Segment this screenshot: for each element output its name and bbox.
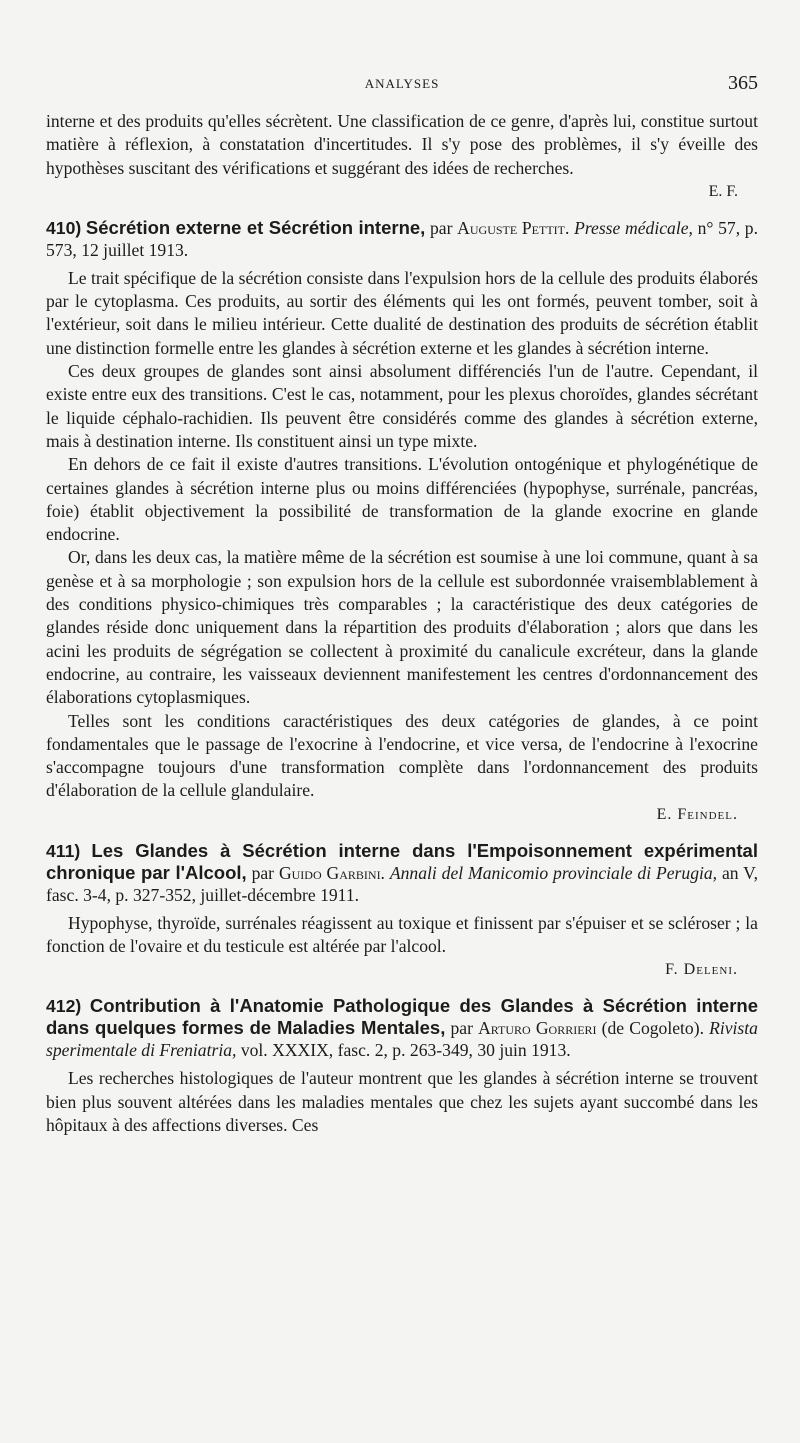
entry-412-by: par <box>450 1018 473 1039</box>
entry-410-journal: Presse médicale, <box>574 217 693 238</box>
entry-411-author: Guido Garbini. <box>278 862 385 883</box>
entry-412-affiliation: (de Cogoleto). <box>601 1018 704 1039</box>
entry-411-journal: Annali del Manicomio provinciale di Perugia, <box>389 862 718 883</box>
entry-410-paragraph-2: Ces deux groupes de glandes sont ainsi absolument différenciés l'un de l'autre. Cependant, il existe entre eux des transitions. C'est le cas, notamment, pour les plexus choroïdes, glandes sécrétant le liquide céphalo-rachidien. Ils peuvent être considérés comme des glandes à sécrétion externe, mais à destination interne. Ils constituent ainsi un type mixte. <box>46 361 758 451</box>
entry-412-author: Arturo Gorrieri <box>478 1018 597 1039</box>
entry-412-ref: vol. XXXIX, fasc. 2, p. 263-349, 30 juin 1913. <box>240 1040 571 1061</box>
entry-411-signature <box>46 958 758 981</box>
entry-410-signature-text: E. Feindel. <box>656 805 738 823</box>
entry-410-title: Sécrétion externe et Sécrétion interne, <box>85 216 426 238</box>
entry-410-ref: n° 57, p. 573, 12 juillet 1913. <box>46 217 758 260</box>
entry-410-paragraph-1: Le trait spécifique de la sécrétion consiste dans l'expulsion hors de la cellule des produits élaborés par le cytoplasma. Ces produits, au sortir des éléments qui les ont formés, peuvent tomber, soit à l'extérieur, soit dans le milieu intérieur. Cette dualité de destination des produits de sécrétion établit une distinction formelle entre les glandes à sécrétion externe et les glandes à sécrétion interne. <box>46 267 758 358</box>
page-header <box>46 0 758 110</box>
entry-411-ref: an V, fasc. 3-4, p. 327-352, juillet-décembre 1911. <box>46 862 758 905</box>
entry-410-number: 410) <box>46 217 82 238</box>
entry-412-title: Contribution à l'Anatomie Pathologique des Glandes à Sécrétion interne dans quelques formes de Maladies Mentales, <box>46 995 758 1039</box>
entry-410-heading <box>46 217 758 261</box>
entry-410-author: Auguste Pettit. <box>457 217 570 238</box>
entry-411-number: 411) <box>46 840 81 861</box>
entry-410-signature <box>46 803 758 826</box>
entry-412-number: 412) <box>46 996 82 1017</box>
running-title: ANALYSES <box>364 76 440 91</box>
page-number: 365 <box>728 72 758 94</box>
entry-410-by: par <box>430 217 453 238</box>
entry-410-paragraph-5: Telles sont les conditions caractéristiques des deux catégories de glandes, à ce point fondamentales que le passage de l'exocrine à l'endocrine, et vice versa, de l'endocrine à l'exocrine s'accompagne toujours d'une transformation complète dans l'ordonnancement des produits d'élaboration de la cellule glandulaire. <box>46 710 758 801</box>
entry-412-heading <box>46 995 758 1061</box>
entry-411-signature-text: F. Deleni. <box>665 961 738 979</box>
entry-411-heading <box>46 840 758 906</box>
entry-411-paragraph-1: Hypophyse, thyroïde, surrénales réagissent au toxique et finissent par s'épuiser et se scléroser ; la fonction de l'ovaire et du testicule est altérée par l'alcool. <box>46 912 758 957</box>
prev-entry-signature: E. F. <box>708 182 738 200</box>
entry-412-journal: Rivista sperimentale di Freniatria, <box>46 1018 758 1061</box>
entry-412-paragraph-1: Les recherches histologiques de l'auteur montrent que les glandes à sécrétion interne se trouvent bien plus souvent altérées dans les maladies mentales que chez les sujets ayant succombé dans les hôpitaux à des affections diverses. Ces <box>46 1068 758 1135</box>
prev-entry-text: interne et des produits qu'elles sécrètent. Une classification de ce genre, d'après lui, constitue surtout matière à réflexion, à constatation d'incertitudes. Il s'y pose des problèmes, il s'y éveille des hypothèses suscitant des vérifications et suggérant des idées de recherches. <box>46 111 758 178</box>
entry-410-paragraph-4: Or, dans les deux cas, la matière même de la sécrétion est soumise à une loi commune, quant à sa genèse et à sa morphologie ; son expulsion hors de la cellule est subordonnée vraisemblablement à des conditions physico-chimiques très comparables ; la caractéristique des deux catégories de glandes réside donc uniquement dans la répartition des produits d'élaboration ; alors que dans les acini les produits de ségrégation se collectent à proximité du canalicule excréteur, dans la glande endocrine, au contraire, les vaisseaux deviennent manifestement les centres d'ordonnancement des élaborations cytoplasmiques. <box>46 547 758 708</box>
entry-410-paragraph-3: En dehors de ce fait il existe d'autres transitions. L'évolution ontogénique et phylogénétique de certaines glandes à sécrétion interne plus ou moins différenciées (hypophyse, surrénale, pancréas, foie) établit objectivement la possibilité de transformation de la glande exocrine en glande endocrine. <box>46 454 758 545</box>
entry-411-title: Les Glandes à Sécrétion interne dans l'Empoisonnement expérimental chronique par l'Alcool, <box>46 839 758 883</box>
entry-411-by: par <box>251 862 275 883</box>
